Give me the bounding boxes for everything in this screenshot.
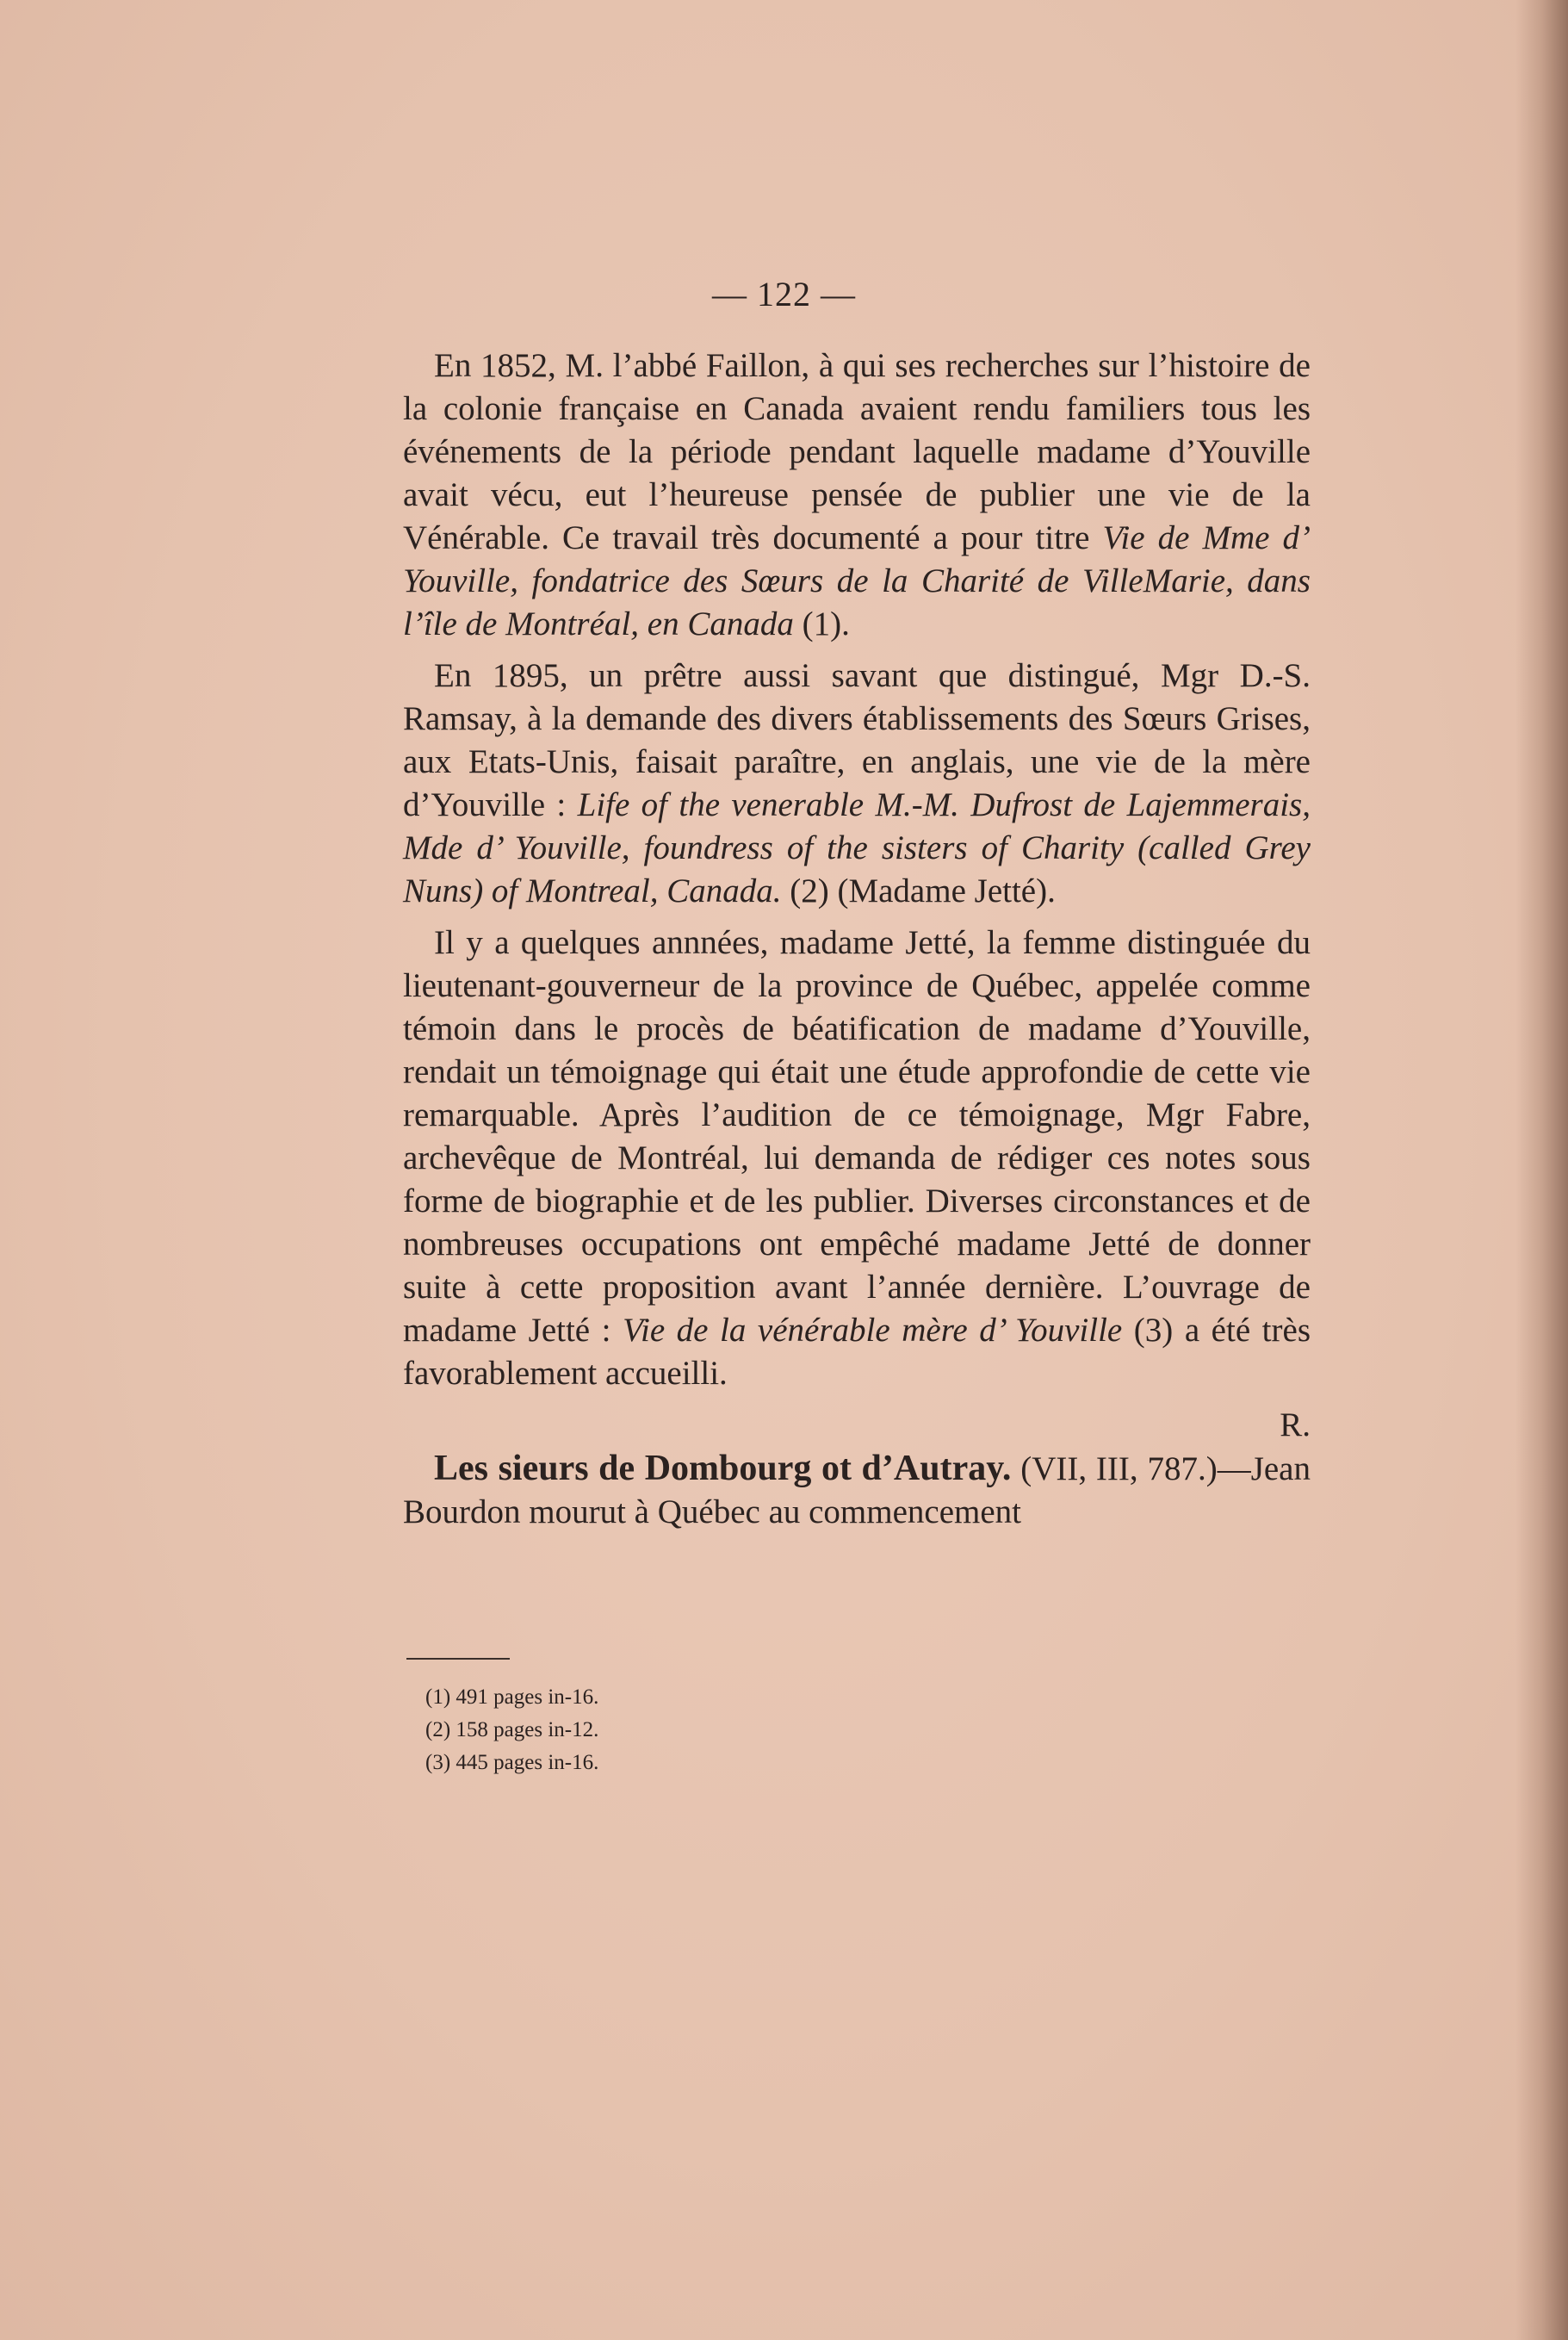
paragraph-text: En 1852, M. l’abbé Faillon, à qui ses recherches sur l’histoire de la colonie française en Canada avaient rendu familiers tous les événements de la période pendant laquelle madame d’Youville avait vécu, eut l’heureuse pensée de publier une vie de la Vénérable. Ce travail très documenté a pour titre — [403, 347, 1311, 556]
footnotes — [425, 1681, 598, 1779]
paragraph — [403, 344, 1311, 646]
footnote: (3) 445 pages in-16. — [425, 1751, 599, 1774]
page-number: — 122 — — [712, 275, 856, 313]
footnote-rule — [406, 1658, 510, 1660]
paragraph-text: (3) a été très favorablement accueilli. — [403, 1312, 1311, 1392]
paragraph — [403, 922, 1311, 1395]
footnote: (1) 491 pages in-16. — [425, 1685, 599, 1709]
paragraph — [403, 655, 1311, 913]
book-title: Vie de Mme d’ Youville, fondatrice des Sœurs de la Charité de VilleMarie, dans l’île de Montréal, en Canada — [403, 519, 1311, 642]
paragraph-text: Il y a quelques annnées, madame Jetté, la femme distinguée du lieutenant-gouverneur de la province de Québec, appelée comme témoin dans le procès de béatification de madame d’Youville, rendait un témoignage qui était une étude approfondie de cette vie remarquable. Après l’audition de ce témoignage, Mgr Fabre, archevêque de Montréal, lui demanda de rédiger ces notes sous forme de biographie et de les publier. Diverses circonstances et de nombreuses occupations ont empêché madame Jetté de donner suite à cette proposition avant l’année dernière. L’ouvrage de madame Jetté : — [403, 924, 1311, 1349]
book-title: Life of the venerable M.-M. Dufrost de Lajemmerais, Mde d’ Youville, foundress of the sisters of Charity (called Grey Nuns) of Montreal, Canada. — [403, 786, 1311, 909]
signature: R. — [1280, 1406, 1311, 1443]
section-text: (VII, III, 787.)—Jean Bourdon mourut à Québec au commencement — [403, 1450, 1311, 1530]
paragraph-text: (2) (Madame Jetté). — [781, 872, 1056, 909]
paragraph-text: En 1895, un prêtre aussi savant que distingué, Mgr D.-S. Ramsay, à la demande des divers établissements des Sœurs Grises, aux Etats-Unis, faisait paraître, en anglais, une vie de la mère d’Youville : — [403, 657, 1311, 823]
book-title: Vie de la vénérable mère d’ Youville — [623, 1312, 1123, 1349]
section-paragraph — [403, 1447, 1311, 1534]
body-text — [403, 344, 1311, 1542]
footnote: (2) 158 pages in-12. — [425, 1718, 599, 1741]
section-heading: Les sieurs de Dombourg ot d’Autray. — [434, 1449, 1012, 1488]
paragraph-text: (1). — [793, 605, 850, 642]
